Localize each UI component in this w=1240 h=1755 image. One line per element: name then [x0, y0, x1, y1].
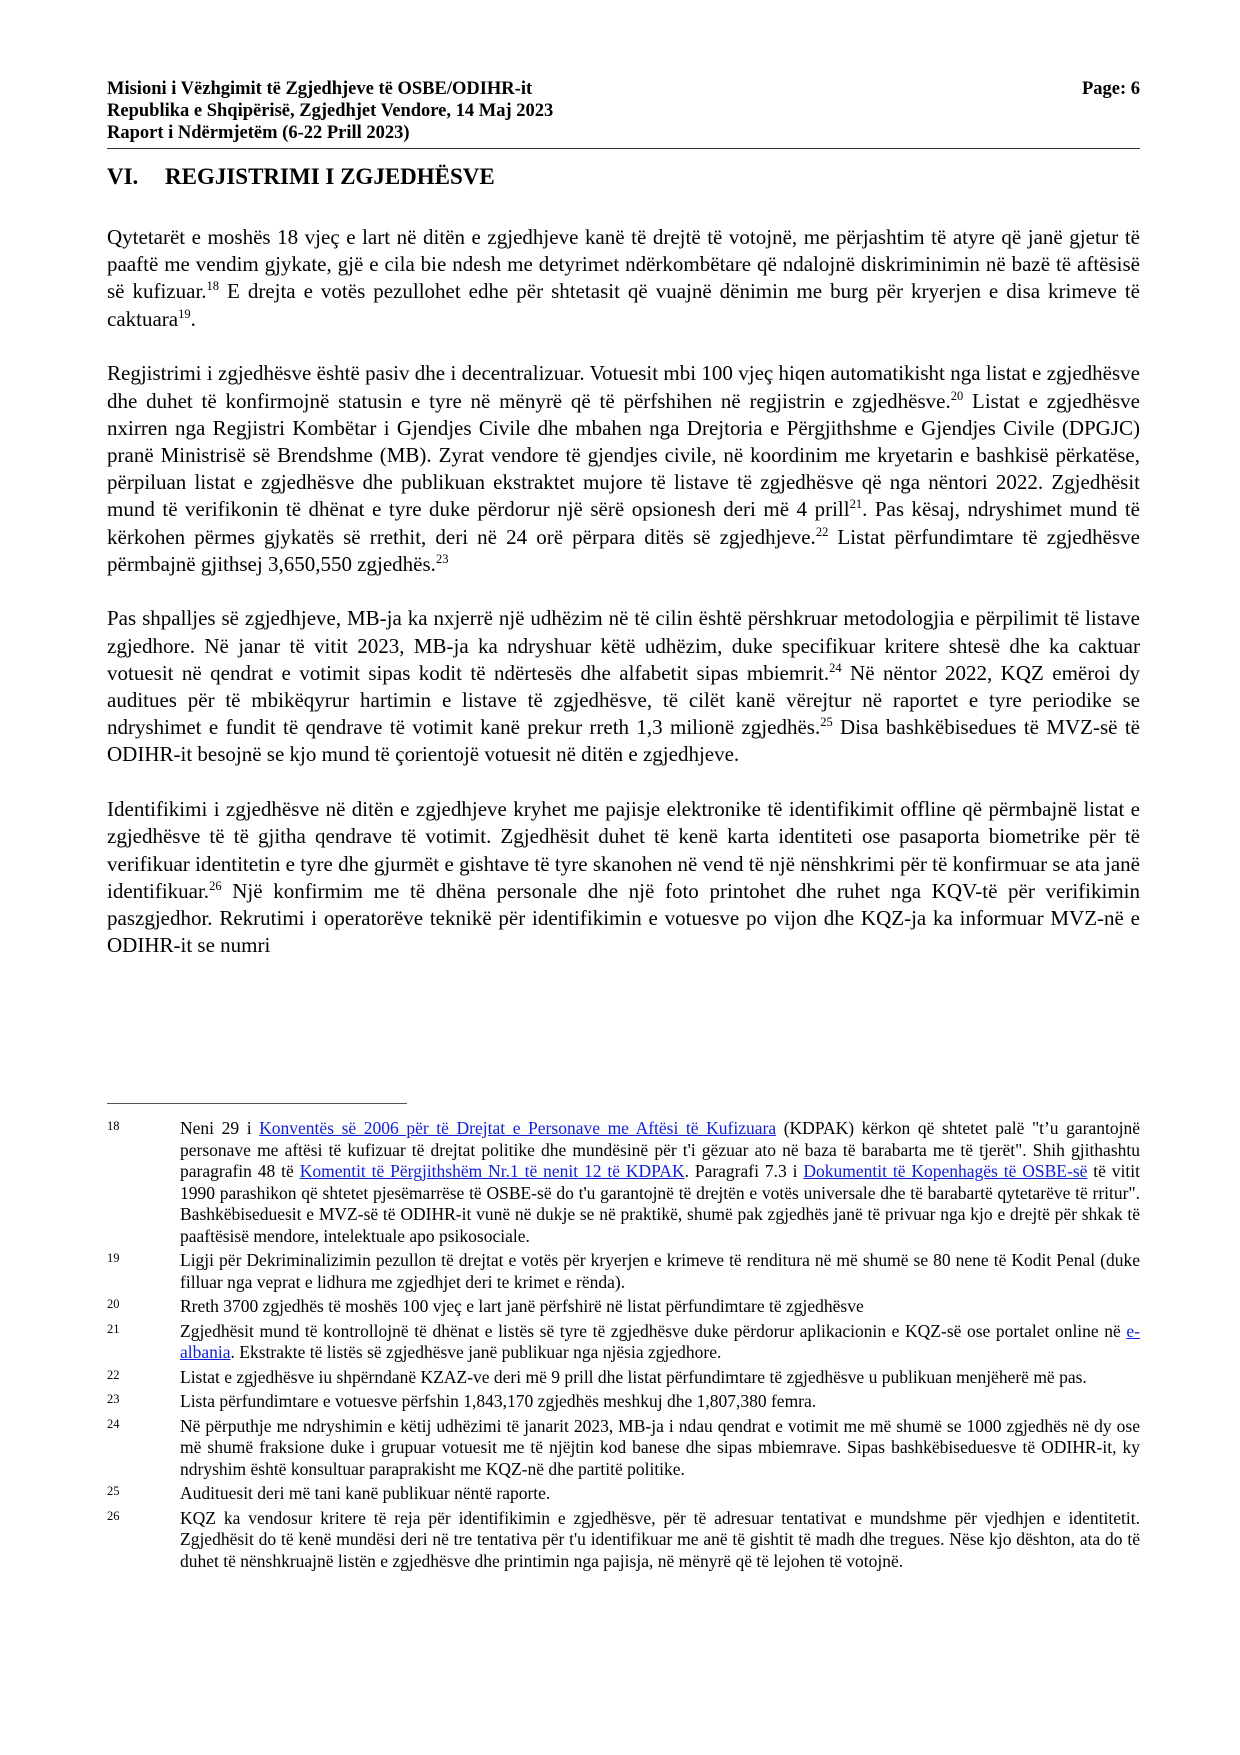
paragraph: [107, 224, 1140, 333]
footnote-text: Rreth 3700 zgjedhës të moshës 100 vjeç e lart janë përfshirë në listat përfundimtare të zgjedhësve: [180, 1296, 864, 1316]
body-text: [107, 224, 1140, 987]
paragraph-text: Në nëntor 2022, KQZ emëroi dy auditues për të mbikëqyrur hartimin e listave të zgjedhësve, të cilët kanë vërejtur në raportet e tyre periodike se ndryshimet e fundit të qendrave të votimit kanë prekur rreth 1,3 milionë zgjedhës.: [107, 660, 1140, 740]
footnote-19: [107, 1250, 1140, 1293]
paragraph-text: E drejta e votës pezullohet edhe për shtetasit që vuajnë dënimin me burg për kryerjen e disa krimeve të caktuara: [107, 279, 1140, 331]
footnote-text-part: Neni 29 i: [180, 1118, 260, 1138]
footnote-text-part: Zgjedhësit mund të kontrollojnë të dhënat e listës së tyre të zgjedhësve duke përdorur aplikacionin e KQZ-së ose portalet online në: [180, 1320, 1127, 1341]
footnote-ref[interactable]: 24: [829, 660, 842, 675]
footnote-number: 18: [107, 1119, 120, 1133]
footnote-text-part: . Paragrafi 7.3 i: [684, 1161, 804, 1181]
copenhagen-document-link[interactable]: Dokumentit të Kopenhagës të OSBE-së: [803, 1161, 1088, 1181]
footnote-separator: [107, 1103, 407, 1104]
paragraph-text: Pas shpalljes së zgjedhjeve, MB-ja ka nxjerrë një udhëzim në të cilin është përshkruar metodologjia e përpilimit të listave zgjedhore. Në janar të vitit 2023, MB-ja ka ndryshuar këtë udhëzim, duke specifikuar kritere shtesë dhe ka caktuar votuesit në qendrat e votimit sipas kodit të ndërtesës dhe alfabetit sipas mbiemrit.: [107, 606, 1140, 685]
footnote-26: [107, 1508, 1140, 1573]
section-title: REGJISTRIMI I ZGJEDHËSVE: [165, 164, 495, 189]
footnote-24: [107, 1416, 1140, 1481]
footnote-25: [107, 1483, 1140, 1505]
footnote-ref[interactable]: 25: [820, 715, 833, 730]
section-heading: [107, 163, 495, 191]
footnote-number: 24: [107, 1416, 120, 1431]
paragraph: [107, 360, 1140, 578]
paragraph-text: Disa bashkëbisedues të MVZ-së të ODIHR-it besojnë se kjo mund të çorientojë votuesit në ditën e zgjedhjeve.: [107, 715, 1140, 767]
header-divider: [107, 148, 1140, 149]
footnote-text: Ligji për Dekriminalizimin pezullon të drejtat e votës për kryerjen e krimeve të renditura në më shumë se 80 nene të Kodit Penal (duke filluar nga veprat e lidhura me zgjedhjet deri te krimet e rënda).: [180, 1250, 1140, 1292]
paragraph-text: Një konfirmim me të dhëna personale dhe një foto printohet dhe ruhet nga KQV-të për verifikimin paszgjedhor. Rekrutimi i operatorëve teknikë për identifikimin e votuesve po vijon dhe KQZ-ja ka informuar MVZ-në e ODIHR-it se numri: [107, 878, 1140, 958]
paragraph-text: Qytetarët e moshës 18 vjeç e lart në ditën e zgjedhjeve kanë të drejtë të votojnë, me përjashtim të atyre që janë gjetur të paaftë me vendim gjykate, gjë e cila bie ndesh me detyrimet ndërkombëtare që ndalojnë diskriminimin në bazë të aftësisë së kufizuar.: [107, 225, 1140, 304]
footnote-text: [180, 1321, 1140, 1364]
footnote-text: Lista përfundimtare e votuesve përfshin 1,843,170 zgjedhës meshkuj dhe 1,807,380 femra.: [180, 1391, 817, 1411]
footnote-22: [107, 1367, 1140, 1389]
footnote-ref[interactable]: 21: [849, 497, 863, 512]
footnote-20: [107, 1296, 1140, 1318]
footnote-number: 26: [107, 1508, 120, 1523]
footnote-text: Listat e zgjedhësve iu shpërndanë KZAZ-ve deri më 9 prill dhe listat përfundimtare të zgjedhësve u publikuan menjëherë më pas.: [180, 1366, 1087, 1387]
footnote-number: 23: [107, 1392, 120, 1406]
footnote-ref[interactable]: 23: [435, 551, 449, 566]
footnote-text: Në përputhje me ndryshimin e këtij udhëzimi të janarit 2023, MB-ja i ndau qendrat e votimit me më shumë se 1000 zgjedhës në dy ose më shumë fraksione duke i grupuar votuesit me të njëjtin kod banese dhe sipas mbiemrave. Sipas bashkëbiseduesve të ODIHR-it, ky ndryshim është konsultuar paraprakisht me KQZ-në dhe partitë politike.: [180, 1415, 1140, 1479]
footnote-ref[interactable]: 20: [950, 388, 964, 403]
footnote-text-part: . Ekstrakte të listës së zgjedhësve janë publikuar nga njësia zgjedhore.: [230, 1342, 722, 1362]
footnote-text: KQZ ka vendosur kritere të reja për identifikimin e zgjedhësve, për të adresuar tentativat e mundshme për vjedhjen e identitetit. Zgjedhësit do të kenë mundësi deri në tre tentativa për t'u identifikuar me anë të gishtit të madh dhe tregues. Nëse kjo dështon, ata do të duhet të nënshkruajnë listën e zgjedhësve dhe printimin nga pajisja, në mënyrë që të lejohen të votojnë.: [180, 1507, 1140, 1571]
paragraph-text: . Pas kësaj, ndryshimet mund të kërkohen përmes gjykatës së rrethit, deri në 24 orë përpara ditës së zgjedhjeve.: [107, 497, 1140, 549]
header-report-title: Raport i Ndërmjetëm (6-22 Prill 2023): [107, 123, 410, 143]
footnote-number: 19: [107, 1251, 120, 1265]
footnote-text: Audituesit deri më tani kanë publikuar nëntë raporte.: [180, 1483, 551, 1503]
footnote-ref[interactable]: 22: [815, 524, 829, 539]
footnote-number: 22: [107, 1367, 120, 1382]
footnote-text-part: të vitit 1990 parashikon që shtetet pjesëmarrëse të OSBE-së do t'u garantojnë të drejtën e votës universale dhe të barabartë qytetarëve të rritur". Bashkëbiseduesit e MVZ-së të ODIHR-it vunë në dukje se në praktikë, shumë pak zgjedhës janë të privuar nga kjo e drejtë për shkak të paaftësisë mendore, intelektuale apo psikosociale.: [180, 1161, 1141, 1246]
footnote-number: 20: [107, 1297, 120, 1311]
paragraph: [107, 796, 1140, 959]
paragraph-text: Regjistrimi i zgjedhësve është pasiv dhe i decentralizuar. Votuesit mbi 100 vjeç hiqen automatikisht nga listat e zgjedhësve dhe duhet të konfirmojnë statusin e tyre në mënyrë që të përfshihen në regjistrin e zgjedhësve.: [107, 361, 1140, 413]
footnotes: [107, 1118, 1140, 1575]
paragraph-text: Listat përfundimtare të zgjedhësve përmbajnë gjithsej 3,650,550 zgjedhës.: [107, 524, 1140, 576]
paragraph: [107, 605, 1140, 768]
footnote-ref[interactable]: 26: [209, 878, 222, 893]
footnote-ref[interactable]: 18: [206, 279, 220, 294]
footnote-number: 25: [107, 1484, 120, 1498]
section-number: VI.: [107, 164, 139, 189]
e-albania-link[interactable]: e-albania: [180, 1320, 1140, 1362]
header-mission-title: Misioni i Vëzhgimit të Zgjedhjeve të OSBE/ODIHR-it: [107, 79, 533, 99]
footnote-ref[interactable]: 19: [178, 306, 191, 321]
footnote-text: [180, 1118, 1140, 1247]
crpd-convention-link[interactable]: Konventës së 2006 për të Drejtat e Personave me Aftësi të Kufizuara: [259, 1118, 777, 1138]
footnote-21: [107, 1321, 1140, 1364]
running-header: [107, 78, 1140, 144]
paragraph-text: .: [190, 306, 196, 331]
footnote-23: [107, 1391, 1140, 1413]
footnote-number: 21: [107, 1321, 120, 1336]
paragraph-text: Listat e zgjedhësve nxirren nga Regjistri Kombëtar i Gjendjes Civile dhe mbahen nga Drejtoria e Përgjithshme e Gjendjes Civile (DPGJC) pranë Ministrisë së Brendshme (MB). Zyrat vendore të gjendjes civile, në koordinim me kryetarin e bashkisë përkatëse, përpiluan listat e zgjedhësve dhe publikuan ekstraktet mujore të listave të zgjedhësve që nga nëntori 2022. Zgjedhësit mund të verifikonin të dhënat e tyre duke përdorur një sërë opsionesh deri më 4 prill: [107, 388, 1141, 522]
paragraph-text: Identifikimi i zgjedhësve në ditën e zgjedhjeve kryhet me pajisje elektronike të identifikimit offline që përmbajnë listat e zgjedhësve të të gjitha qendrave të votimit. Zgjedhësit duhet të kenë karta identiteti ose pasaporta biometrike për të verifikuar identitetin e tyre dhe gjurmët e gishtave të tyre skanohen në vend të një nënshkrimi për të konfirmuar se ata janë identifikuar.: [107, 797, 1140, 903]
footnote-text-part: (KDPAK) kërkon që shtetet palë "t’u garantojnë personave me aftësi të kufizuar të drejtat politike dhe mundësinë për t'i gëzuar ato në baza të barabarta me të tjerët". Shih gjithashtu paragrafin 48 të: [180, 1118, 1140, 1181]
footnote-18: [107, 1118, 1140, 1247]
page-number: Page: 6: [1081, 79, 1140, 99]
general-comment-link[interactable]: Komentit të Përgjithshëm Nr.1 të nenit 12 të KDPAK: [299, 1161, 685, 1181]
header-election-title: Republika e Shqipërisë, Zgjedhjet Vendore, 14 Maj 2023: [107, 101, 554, 121]
